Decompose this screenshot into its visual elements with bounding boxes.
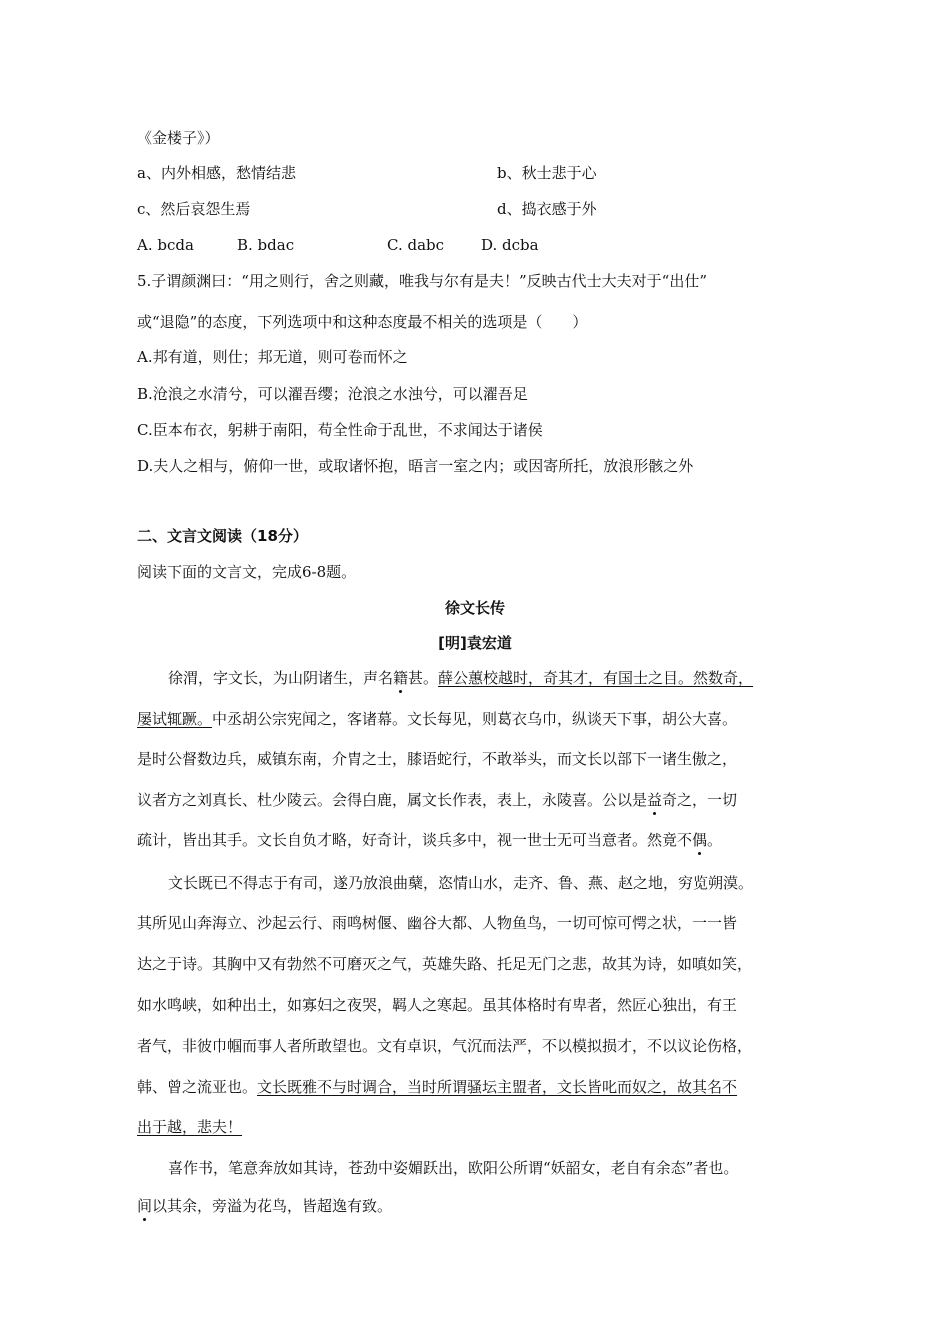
- underlined-sentence: 文长既雅不与时调合，当时所谓骚坛主盟者，文长皆叱而奴之，故其名不: [257, 1078, 738, 1096]
- p1-line-1: [168, 668, 753, 688]
- p1-text: 疏计，皆出其手。文长自负才略，好奇计，谈兵多中，视一世士无可当意者。然竟不: [137, 831, 693, 849]
- q4-option-d: d、捣衣感于外: [497, 200, 597, 218]
- top-source-line: 《金楼子》）: [137, 129, 220, 147]
- q4-choice-a: A. bcda: [137, 236, 194, 254]
- p1-text: 议者方之刘真长、杜少陵云。会得白鹿，属文长作表，表上，永陵喜。公以是: [137, 791, 648, 809]
- p2-line-2: 其所见山奔海立、沙起云行、雨鸣树偃、幽谷大都、人物鱼鸟，一切可惊可愕之状，一一皆: [137, 914, 738, 932]
- p3-line-2: [137, 1196, 392, 1216]
- p2-line-4: 如水鸣峡，如种出土，如寡妇之夜哭，羁人之寒起。虽其体格时有卑者，然匠心独出，有王: [137, 996, 738, 1014]
- q5-option-b: B.沧浪之水清兮，可以濯吾缨；沧浪之水浊兮，可以濯吾足: [137, 385, 528, 403]
- q4-option-c: c、然后哀怨生焉: [137, 200, 251, 218]
- p1-text: 奇之，一切: [662, 791, 738, 809]
- p2-line-3: 达之于诗。其胸中又有勃然不可磨灭之气，英雄失路、托足无门之悲，故其为诗，如嗔如笑，: [137, 955, 753, 973]
- underlined-sentence: 屡试辄蹶。: [137, 710, 213, 728]
- p2-line-7: [137, 1117, 242, 1137]
- q5-option-a: A.邦有道，则仕；邦无道，则可卷而怀之: [137, 348, 408, 366]
- p2-line-5: 者气，非彼巾帼而事人者所敢望也。文有卓识，气沉而法严，不以模拟损才，不以议论伤格，: [137, 1037, 753, 1055]
- p2-line-6: [137, 1077, 737, 1097]
- q4-choice-b: B. bdac: [237, 236, 295, 254]
- passage-author: [明]袁宏道: [438, 634, 512, 652]
- p1-text: 徐渭，字文长，为山阴诸生，声名: [168, 669, 394, 687]
- p1-line-2: [137, 709, 737, 729]
- p1-text: 中丞胡公宗宪闻之，客诸幕。文长每见，则葛衣乌巾，纵谈天下事，胡公大喜。: [212, 710, 738, 728]
- q5-stem-line-1: 5.子谓颜渊曰：“用之则行，舍之则藏，唯我与尔有是夫！”反映古代士大夫对于“出仕”: [137, 272, 707, 290]
- q4-option-b: b、秋士悲于心: [497, 164, 597, 182]
- q5-option-c: C.臣本布衣，躬耕于南阳，苟全性命于乱世，不求闻达于诸侯: [137, 421, 543, 439]
- q4-choice-d: D. dcba: [481, 236, 539, 254]
- p1-line-5: [137, 830, 722, 850]
- underlined-sentence: 出于越，悲夫！: [137, 1118, 243, 1136]
- p1-line-4: [137, 790, 737, 810]
- p1-text: 。: [707, 831, 723, 849]
- p1-text: 甚。: [408, 669, 439, 687]
- emphasis-char: 间: [137, 1197, 153, 1215]
- emphasis-char: 益: [647, 791, 663, 809]
- emphasis-char: 籍: [393, 669, 409, 687]
- p3-line-1: 喜作书，笔意奔放如其诗，苍劲中姿媚跃出，欧阳公所谓“妖韶女，老自有余态”者也。: [168, 1159, 739, 1177]
- q4-option-a: a、内外相感，愁情结悲: [137, 164, 296, 182]
- underlined-sentence: 薛公蕙校越时，奇其才，有国士之目。然数奇，: [438, 669, 754, 687]
- section-heading: 二、文言文阅读（18分）: [137, 527, 308, 545]
- q5-option-d: D.夫人之相与，俯仰一世，或取诸怀抱，晤言一室之内；或因寄所托，放浪形骸之外: [137, 457, 694, 475]
- emphasis-char: 偶: [692, 831, 708, 849]
- passage-title: 徐文长传: [444, 599, 505, 617]
- p2-line-1: 文长既已不得志于有司，遂乃放浪曲蘖，恣情山水，走齐、鲁、燕、赵之地，穷览朔漠。: [168, 874, 754, 892]
- q5-stem-line-2: 或“退隐”的态度，下列选项中和这种态度最不相关的选项是（ ）: [137, 313, 588, 331]
- section-instruction: 阅读下面的文言文，完成6-8题。: [137, 563, 357, 581]
- p2-text: 韩、曾之流亚也。: [137, 1078, 258, 1096]
- p3-text: 以其余，旁溢为花鸟，皆超逸有致。: [152, 1197, 393, 1215]
- q4-choice-c: C. dabc: [387, 236, 445, 254]
- p1-line-3: 是时公督数边兵，威镇东南，介胄之士，膝语蛇行，不敢举头，而文长以部下一诸生傲之，: [137, 750, 738, 768]
